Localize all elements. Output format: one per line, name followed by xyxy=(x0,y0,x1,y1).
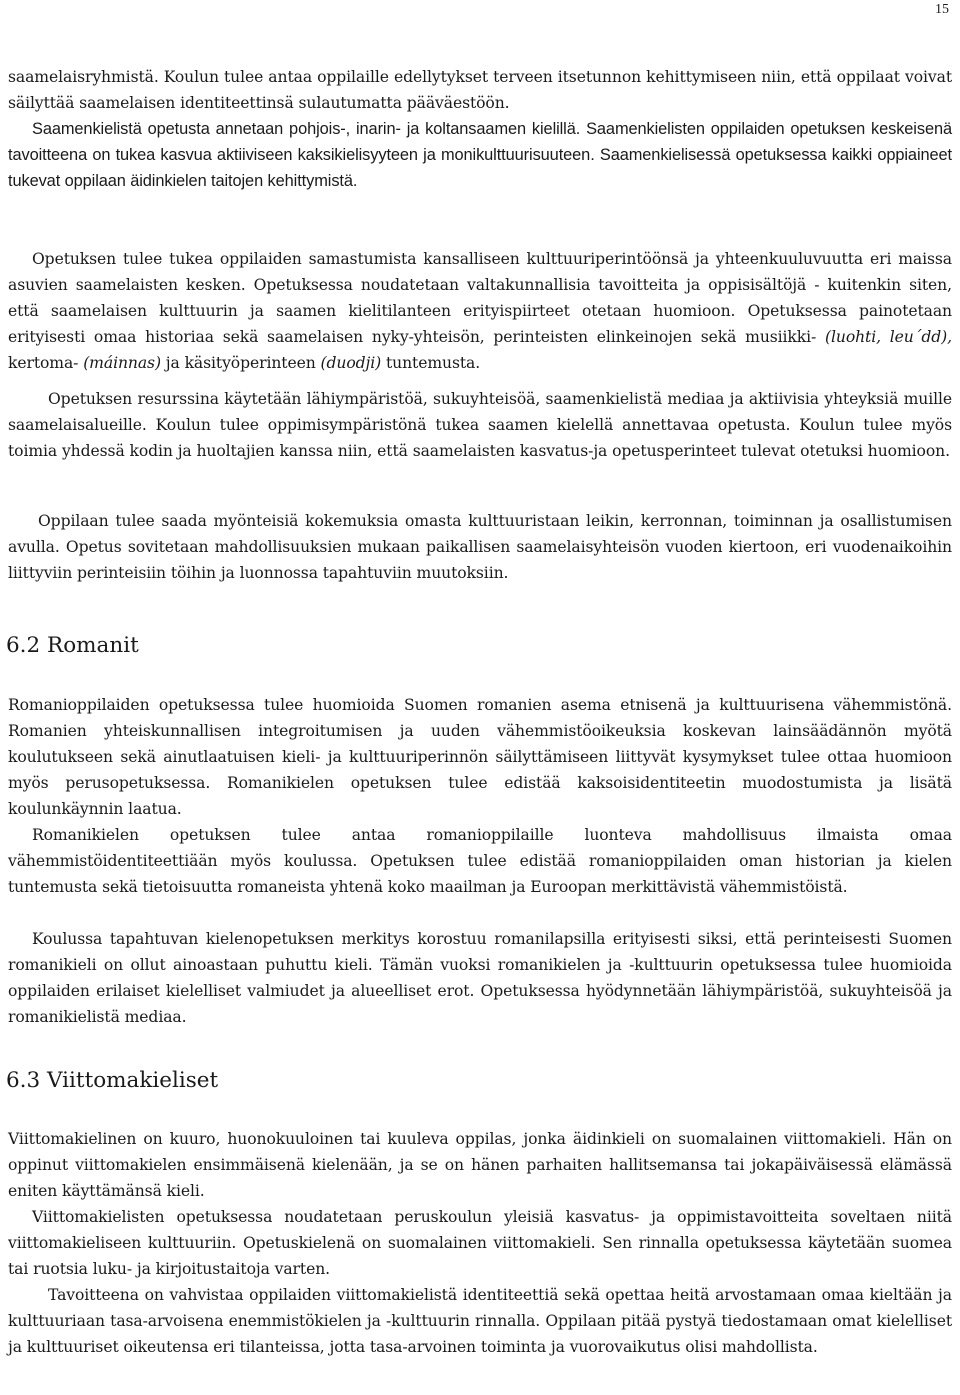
italic-term: (máinnas) xyxy=(83,354,161,372)
paragraph-roma-school: Koulussa tapahtuvan kielenopetuksen merkitys korostuu romanilapsilla erityisesti siksi, että perinteisesti Suomen romanikieli on ollut ainoastaan puhuttu kieli. Tämän vuoksi romanikielen ja -kulttuurin opetuksessa tulee huomioida oppilaiden erilaiset kielelliset valmiudet ja alueelliset erot. Opetuksessa hyödynnetään lähiympäristöä, sukuyhteisöä ja romanikielistä mediaa. xyxy=(8,930,952,1026)
paragraph-saame-language: Saamenkielistä opetusta annetaan pohjois-, inarin- ja koltansaamen kielillä. Saamenkielisten oppilaiden opetuksen keskeisenä tavoitteena on tukea kasvua aktiiviseen kaksikielisyyteen ja monikulttuurisuuteen. Saamenkielisessä opetuksessa kaikki oppiaineet tukevat oppilaan äidinkielen taitojen kehittymistä. xyxy=(8,120,952,190)
paragraph-sign-intro: Viittomakielinen on kuuro, huonokuuloinen tai kuuleva oppilas, jonka äidinkieli on suomalainen viittomakieli. Hän on oppinut viittomakielen ensimmäisenä kielenään, ja se on hänen parhaiten hallitsemansa tai jokapäiväisessä elämässä eniten käyttämänsä kieli. xyxy=(8,1130,952,1200)
paragraph-sign-teaching: Viittomakielisten opetuksessa noudatetaan peruskoulun yleisiä kasvatus- ja oppimistavoitteita soveltaen niitä viittomakieliseen kulttuuriin. Opetuskielenä on suomalainen viittomakieli. Sen rinnalla opetuksessa käytetään suomea tai ruotsia luku- ja kirjoitustaitoja varten. xyxy=(8,1208,952,1278)
paragraph-text: kertoma- xyxy=(8,354,79,372)
page-number: 15 xyxy=(935,2,949,17)
paragraph-roma-language: Romanikielen opetuksen tulee antaa romanioppilaille luonteva mahdollisuus ilmaista omaa vähemmistöidentiteettiään myös koulussa. Opetuksen tulee edistää romanioppilaiden oman historian ja kielen tuntemusta sekä tietoisuutta romaneista yhtenä koko maailman ja Euroopan merkittävistä vähemmistöistä. xyxy=(8,826,952,896)
paragraph-sign-goals: Tavoitteena on vahvistaa oppilaiden viittomakielistä identiteettiä sekä opettaa heitä arvostamaan omaa kieltään ja kulttuuriaan tasa-arvoisena enemmistökielen ja -kulttuurin rinnalla. Oppilaan pitää pystyä tiedostamaan omat kielelliset ja kulttuuriset oikeutensa eri tilanteissa, jotta tasa-arvoinen toiminta ja vuorovaikutus olisi mahdollista. xyxy=(8,1286,952,1356)
paragraph-text: Opetuksen tulee tukea oppilaiden samastumista kansalliseen kulttuuriperintöönsä ja yhteenkuuluvuutta eri maissa asuvien saamelaisten kesken. Opetuksessa noudatetaan valtakunnallisia tavoitteita ja oppisisältöjä - kuitenkin siten, että saamelaisen kulttuurin ja saamen kielitilanteen erityispiirteet otetaan huomioon. Opetuksessa painotetaan erityisesti omaa historiaa sekä saamelaisen nyky-yhteisön, perinteisten elinkeinojen sekä musiikki- xyxy=(8,250,952,346)
section-heading-romanit: 6.2 Romanit xyxy=(6,633,139,658)
paragraph-roma-intro: Romanioppilaiden opetuksessa tulee huomioida Suomen romanien asema etnisenä ja kulttuurisena vähemmistönä. Romanien yhteiskunnallisen integroitumisen ja uuden vähemmistöoikeuksia koskevan lainsäädännön myötä koulutukseen sekä ainutlaatuisen kieli- ja kulttuuriperinnön säilyttämiseen liittyvät kysymykset tulee ottaa huomioon myös perusopetuksessa. Romanikielen opetuksen tulee edistää kaksoisidentiteetin muodostumista ja lisätä koulunkäynnin laatua. xyxy=(8,696,952,818)
italic-term: (duodji) xyxy=(320,354,382,372)
paragraph-text: ja käsityöperinteen xyxy=(165,354,316,372)
italic-term: (luohti, leu´dd), xyxy=(825,328,953,346)
paragraph-saame-intro: saamelaisryhmistä. Koulun tulee antaa oppilaille edellytykset terveen itsetunnon kehittymiseen niin, että oppilaat voivat säilyttää saamelaisen identiteettinsä sulautumatta pääväestöön. xyxy=(8,68,952,112)
paragraph-saame-resources: Opetuksen resurssina käytetään lähiympäristöä, sukuyhteisöä, saamenkielistä mediaa ja aktiivisia yhteyksiä muille saamelaisalueille. Koulun tulee oppimisympäristönä tukea saamen kielellä annettavaa opetusta. Koulun tulee myös toimia yhdessä kodin ja huoltajien kanssa niin, että saamelaisten kasvatus-ja opetusperinteet tulevat otetuksi huomioon. xyxy=(8,390,952,460)
paragraph-saame-culture xyxy=(8,246,952,376)
paragraph-text: tuntemusta. xyxy=(385,354,481,372)
paragraph-saame-experiences: Oppilaan tulee saada myönteisiä kokemuksia omasta kulttuuristaan leikin, kerronnan, toiminnan ja osallistumisen avulla. Opetus sovitetaan mahdollisuuksien mukaan paikallisen saamelaisyhteisön vuoden kiertoon, eri vuodenaikoihin liittyviin perinteisiin töihin ja luonnossa tapahtuviin muutoksiin. xyxy=(8,512,952,582)
section-heading-viittomakieliset: 6.3 Viittomakieliset xyxy=(6,1068,219,1093)
